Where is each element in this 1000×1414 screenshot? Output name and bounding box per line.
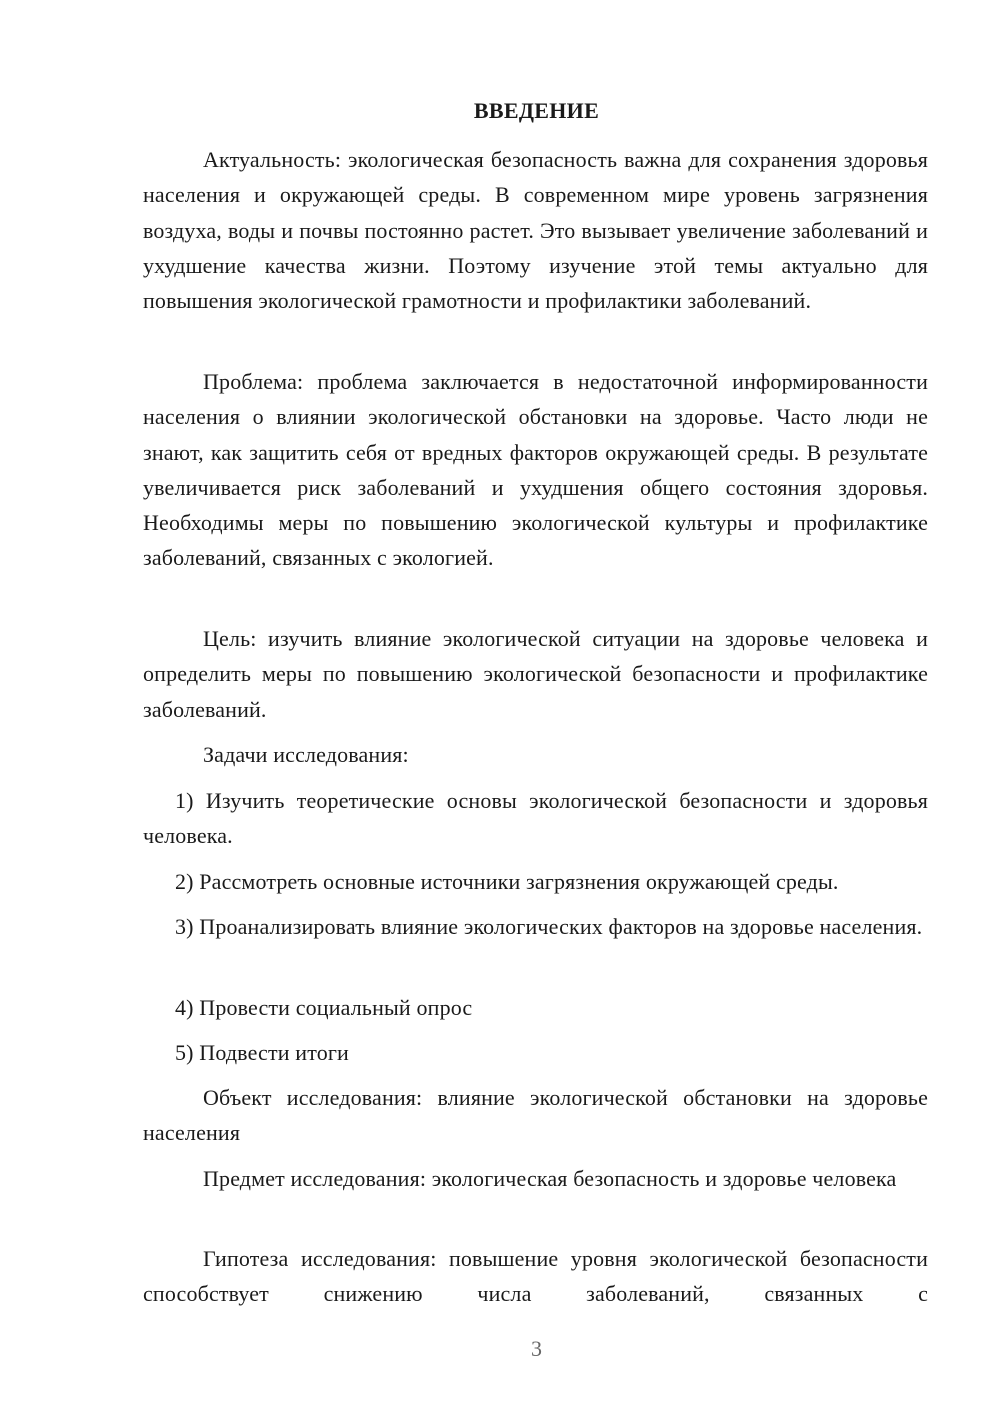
page-number: 3 xyxy=(531,1336,542,1361)
tasks-heading: Задачи исследования: xyxy=(203,742,409,767)
task-item-1: 1) Изучить теоретические основы экологической безопасности и здоровья человека. xyxy=(143,788,928,849)
paragraph-subject: Предмет исследования: экологическая безопасность и здоровье человека xyxy=(203,1166,897,1191)
paragraph-problem: Проблема: проблема заключается в недостаточной информированности населения о влиянии экологической обстановки на здоровье. Часто люди не знают, как защитить себя от вредных факторов окружающей среды. В результате увеличивается риск заболеваний и ухудшения общего состояния здоровья. Необходимы меры по повышению экологической культуры и профилактике заболеваний, связанных с экологией. xyxy=(143,369,928,571)
task-item-2: 2) Рассмотреть основные источники загрязнения окружающей среды. xyxy=(175,869,839,894)
task-item-5: 5) Подвести итоги xyxy=(175,1040,349,1065)
paragraph-hypothesis: Гипотеза исследования: повышение уровня экологической безопасности способствует снижению числа заболеваний, связанных с xyxy=(143,1246,928,1307)
task-item-3: 3) Проанализировать влияние экологических факторов на здоровье населения. xyxy=(175,914,923,939)
paragraph-object: Объект исследования: влияние экологической обстановки на здоровье населения xyxy=(143,1085,928,1146)
page-title: ВВЕДЕНИЕ xyxy=(473,98,600,123)
task-item-4: 4) Провести социальный опрос xyxy=(175,995,473,1020)
paragraph-goal: Цель: изучить влияние экологической ситуации на здоровье человека и определить меры по повышению экологической безопасности и профилактике заболеваний. xyxy=(143,626,928,722)
paragraph-relevance: Актуальность: экологическая безопасность важна для сохранения здоровья населения и окружающей среды. В современном мире уровень загрязнения воздуха, воды и почвы постоянно растет. Это вызывает увеличение заболеваний и ухудшение качества жизни. Поэтому изучение этой темы актуально для повышения экологической грамотности и профилактики заболеваний. xyxy=(143,147,928,314)
